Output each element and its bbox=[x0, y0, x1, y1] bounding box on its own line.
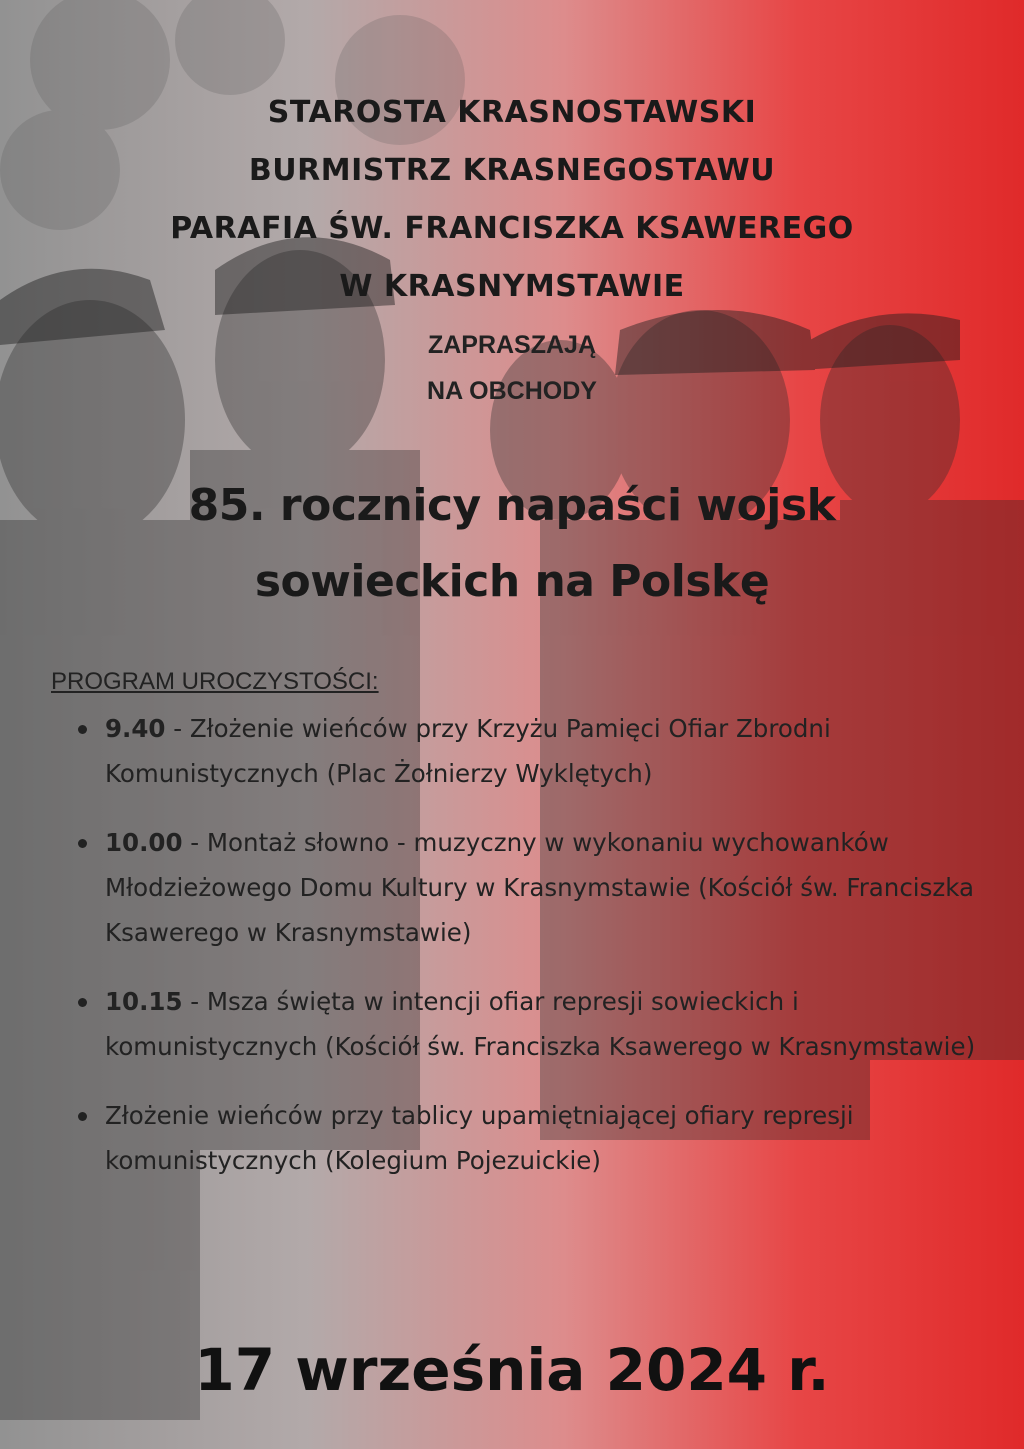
program-item-text: - Msza święta w intencji ofiar represji sowieckich i komunistycznych (Kościół św. Franciszka Ksawerego w Krasnymstawie) bbox=[105, 987, 976, 1061]
program-item bbox=[78, 979, 978, 1069]
invitation-line-2: NA OBCHODY bbox=[427, 377, 597, 405]
organizer-burmistrz: BURMISTRZ KRASNEGOSTAWU bbox=[248, 153, 776, 188]
event-date: 17 września 2024 r. bbox=[194, 1336, 830, 1404]
program-item-time: 10.00 bbox=[105, 828, 183, 857]
bullet-icon bbox=[78, 725, 87, 734]
program-item-time: 10.15 bbox=[105, 987, 183, 1016]
invitation-line-1: ZAPRASZAJĄ bbox=[427, 331, 597, 359]
organizer-parafia-location: W KRASNYMSTAWIE bbox=[339, 269, 685, 304]
program-title: PROGRAM UROCZYSTOŚCI: bbox=[51, 668, 379, 695]
headline-line-2: sowieckich na Polskę bbox=[254, 556, 770, 607]
program-item bbox=[78, 706, 978, 796]
event-headline bbox=[0, 468, 1024, 620]
program-item-time: 9.40 bbox=[105, 714, 166, 743]
program-list bbox=[78, 706, 978, 1207]
program-item-text: - Złożenie wieńców przy Krzyżu Pamięci Ofiar Zbrodni Komunistycznych (Plac Żołnierzy Wyklętych) bbox=[105, 714, 831, 788]
bullet-icon bbox=[78, 998, 87, 1007]
program-item bbox=[78, 1093, 978, 1183]
bullet-icon bbox=[78, 1112, 87, 1121]
organizer-starosta: STAROSTA KRASNOSTAWSKI bbox=[267, 95, 757, 130]
organizer-parafia: PARAFIA ŚW. FRANCISZKA KSAWEREGO bbox=[170, 211, 854, 246]
organizers-block bbox=[0, 84, 1024, 316]
program-item-text: - Montaż słowno - muzyczny w wykonaniu wychowanków Młodzieżowego Domu Kultury w Krasnymstawie (Kościół św. Franciszka Ksawerego w Krasnymstawie) bbox=[105, 828, 975, 947]
bullet-icon bbox=[78, 839, 87, 848]
program-item-text: Złożenie wieńców przy tablicy upamiętniającej ofiary represji komunistycznych (Kolegium Pojezuickie) bbox=[105, 1101, 854, 1175]
headline-line-1: 85. rocznicy napaści wojsk bbox=[188, 480, 836, 531]
invitation-text bbox=[0, 322, 1024, 414]
program-item bbox=[78, 820, 978, 955]
